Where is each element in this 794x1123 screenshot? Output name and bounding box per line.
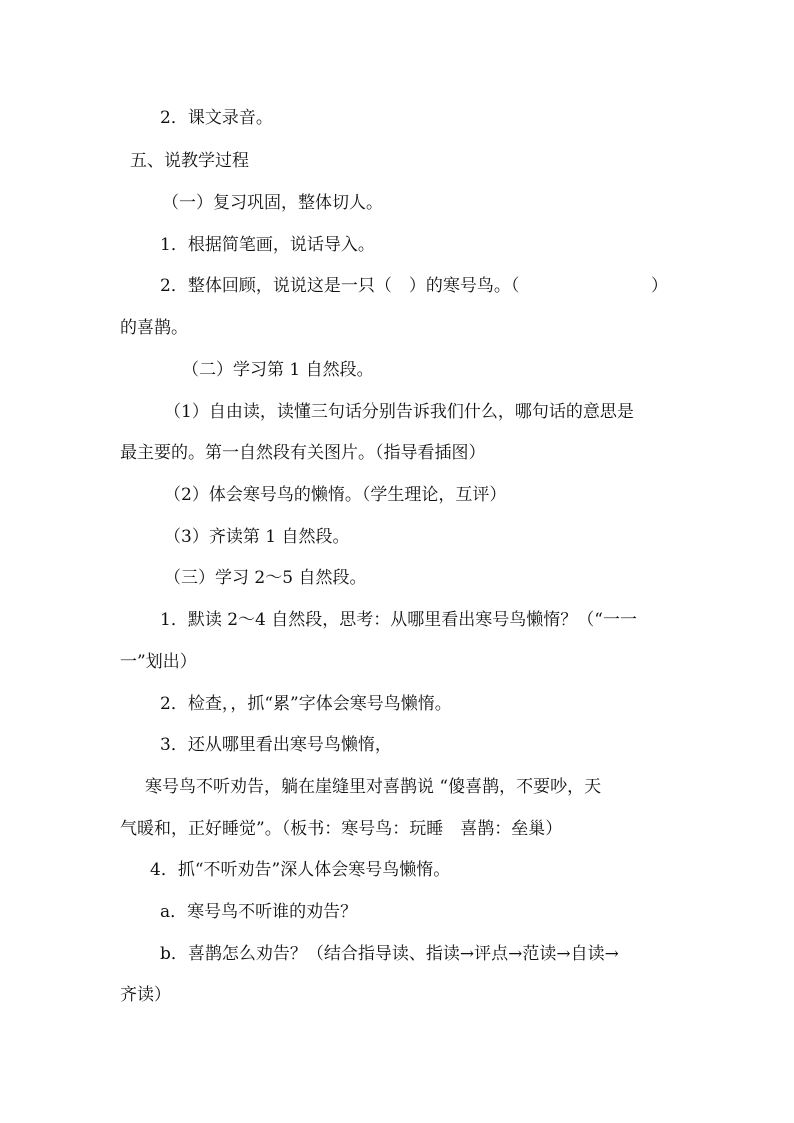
text-line-2: 1．根据简笔画，说话导入。 [160,235,375,255]
text-line-7: （2）体会寒号鸟的懒惰。（学生理论，互评） [164,485,507,505]
text-line-4: 的喜鹊。 [120,318,188,338]
text-line-1: 2．课文录音。 [160,108,273,128]
text-line-11: 2．检查，，抓“累”字体会寒号鸟懒惰。 [160,694,452,714]
text-line-5: （1）自由读，读懂三句话分别告诉我们什么，哪句话的意思是 [164,402,634,422]
text-line-16: a．寒号鸟不听谁的劝告？ [160,902,358,922]
text-line-8: （3）齐读第 1 自然段。 [164,527,350,547]
text-line-3: 2．整体回顾，说说这是一只（ ）的寒号鸟。（ [160,276,520,296]
text-line-14: 气暖和，正好睡觉”。（板书：寒号鸟：玩睡 喜鹊：垒巢） [120,819,563,839]
text-line-9: 1．默读 2～4 自然段，思考：从哪里看出寒号鸟懒惰？（“一一 [160,610,637,630]
text-line-18: 齐读） [120,985,171,1005]
text-line-3-closing-bracket: ） [651,276,668,296]
subsection-heading-3: （三）学习 2～5 自然段。 [164,568,367,588]
text-line-6: 最主要的。第一自然段有关图片。（指导看插图） [120,443,486,463]
text-line-13: 寒号鸟不听劝告，躺在崖缝里对喜鹊说 “傻喜鹊，不要吵，天 [145,777,602,797]
text-line-10: 一”划出） [120,652,197,672]
text-line-15: 4．抓“不听劝告”深人体会寒号鸟懒惰。 [150,860,451,880]
text-line-12: 3．还从哪里看出寒号鸟懒惰， [160,735,392,755]
section-heading-5: 五、说教学过程 [130,151,249,171]
subsection-heading-1: （一）复习巩固，整体切人。 [162,193,383,213]
text-line-17: b．喜鹊怎么劝告？（结合指导读、指读→评点→范读→自读→ [160,944,619,964]
subsection-heading-2: （二）学习第 1 自然段。 [182,360,374,380]
